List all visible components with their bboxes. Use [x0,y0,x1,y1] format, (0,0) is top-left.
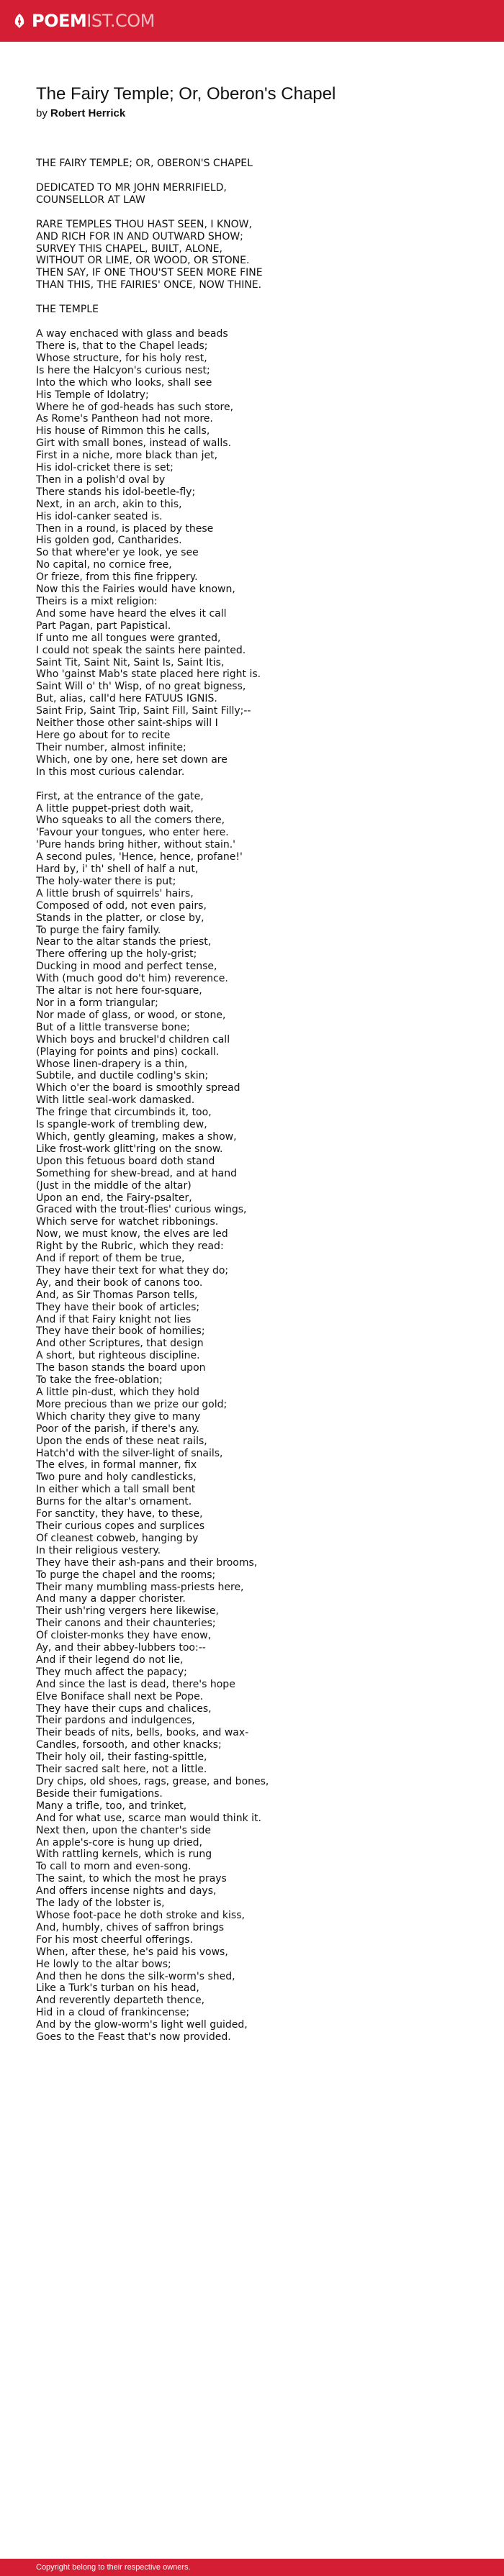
site-name-light: IST.COM [86,11,155,31]
poem-line: Who 'gainst Mab's state placed here right is. [36,668,261,681]
poem-line: Nor made of glass, or wood, or stone, [36,1009,226,1021]
poem-line: Which boys and bruckel'd children call [36,1033,230,1046]
poem-line: To take the free-oblation; [36,1374,163,1387]
poem-line: Their holy oil, their fasting-spittle, [36,1751,207,1764]
poem-line: The elves, in formal manner, fix [36,1459,197,1471]
poem-line: To purge the chapel and the rooms; [36,1569,216,1581]
poem-line: WITHOUT OR LIME, OR WOOD, OR STONE. [36,255,250,267]
poem-line: SURVEY THIS CHAPEL, BUILT, ALONE, [36,242,222,255]
poem-line: Dry chips, old shoes, rags, grease, and bones, [36,1776,269,1787]
poem-line: 'Favour your tongues, who enter here. [36,827,229,839]
poem-line: Now, we must know, the elves are led [36,1228,228,1241]
poem-line: Saint Will o' th' Wisp, of no great bigness, [36,681,246,693]
poem-line: A little puppet-priest doth wait, [36,802,194,815]
poem-line: He lowly to the altar bows; [36,1958,171,1970]
poem-line: First, at the entrance of the gate, [36,790,204,802]
poem-line: But of a little transverse bone; [36,1021,190,1033]
poem-line: THE TEMPLE [36,304,99,316]
poem-line: They have their text for what they do; [36,1264,229,1276]
poem-line: And, humbly, chives of saffron brings [36,1921,225,1933]
site-name [32,10,155,32]
poem-line: His golden god, Cantharides. [36,535,182,547]
poem-line: Beside their fumigations. [36,1787,163,1800]
poem-line: They have their book of articles; [36,1301,200,1313]
poem-line: The altar is not here four-square, [36,985,202,997]
poem-line: To call to morn and even-song. [36,1861,192,1873]
poem-line: They have their book of homilies; [36,1325,205,1338]
poem-line: Nor in a form triangular; [36,997,158,1009]
poem-line: Hard by, i' th' shell of half a nut, [36,863,199,876]
poem-line: Their curious copes and surplices [36,1520,205,1532]
poem-line: Ducking in mood and perfect tense, [36,961,217,973]
poem-line: They much affect the papacy; [36,1666,187,1678]
poem-line: Many a trifle, too, and trinket, [36,1800,187,1812]
poem-line: Right by the Rubric, which they read: [36,1241,224,1253]
poem-line: Elve Boniface shall next be Pope. [36,1690,204,1702]
poem-line: Then in a polish'd oval by [36,473,166,486]
poem-line: Where he of god-heads has such store, [36,401,234,413]
poem-line: Goes to the Feast that's now provided. [36,2031,231,2044]
poem-line: In either which a tall small bent [36,1484,196,1496]
poem-line: A little pin-dust, which they hold [36,1387,200,1398]
poem-line: (Playing for points and pins) cockall. [36,1046,220,1058]
poem-line: And if their legend do not lie, [36,1654,184,1666]
poem-line: A second pules, 'Hence, hence, profane!' [36,851,243,863]
poem-line: As Rome's Pantheon had not more. [36,413,213,425]
poem-line: And if that Fairy knight not lies [36,1313,192,1325]
poem-line: Is here the Halcyon's curious nest; [36,364,210,376]
poem-line: Their canons and their chaunteries; [36,1618,216,1630]
poem-line: Like a Turk's turban on his head, [36,1982,199,1995]
poem-line: Ay, and their abbey-lubbers too:-- [36,1642,206,1654]
poem-line: Here go about for to recite [36,729,171,741]
poem-line: Like frost-work glitt'ring on the snow. [36,1143,223,1155]
poem-line: Theirs is a mixt religion: [36,596,158,607]
poem-line: First in a niche, more black than jet, [36,450,218,462]
poem-line: And if report of them be true, [36,1253,185,1265]
poem-line: Saint Frip, Saint Trip, Saint Fill, Saint Filly;-- [36,705,251,717]
poem-line: They have their cups and chalices, [36,1702,212,1715]
poem-line: More precious than we prize our gold; [36,1398,228,1410]
poem-line: THEN SAY, IF ONE THOU'ST SEEN MORE FINE [36,267,263,279]
site-header [0,0,504,42]
poem-line: A short, but righteous discipline. [36,1350,200,1362]
poem-line: There stands his idol-beetle-fly; [36,486,196,498]
poem-line: Hatch'd with the silver-light of snails, [36,1447,223,1459]
poem-line: Near to the altar stands the priest, [36,936,212,948]
poem-line: Which o'er the board is smoothly spread [36,1082,240,1094]
poem-line: Candles, forsooth, and other knacks; [36,1739,222,1751]
poem-line: And offers incense nights and days, [36,1885,217,1897]
poem-line: And for what use, scarce man would think it. [36,1812,261,1824]
stanza [36,328,468,779]
poem-line: With rattling kernels, which is rung [36,1849,212,1861]
poem-line: Which serve for watchet ribbonings. [36,1216,219,1228]
poem-line: THAN THIS, THE FAIRIES' ONCE, NOW THINE. [36,279,262,291]
poem-line: And by the glow-worm's light well guided, [36,2019,248,2031]
poem-line: Their pardons and indulgences, [36,1715,195,1727]
poem-line: Burns for the altar's ornament. [36,1496,192,1508]
poem-line: The fringe that circumbinds it, too, [36,1107,212,1119]
poem-line: Their many mumbling mass-priests here, [36,1581,244,1593]
poem-line: And many a dapper chorister. [36,1593,186,1605]
poem-line: Their beads of nits, bells, books, and wax- [36,1727,249,1739]
poem-line: Upon the ends of these neat rails, [36,1435,207,1447]
poem-line: Their ush'ring vergers here likewise, [36,1605,219,1618]
stanza [36,158,468,170]
poem-line: Whose linen-drapery is a thin, [36,1058,188,1070]
poem-line: Now this the Fairies would have known, [36,584,235,596]
poem-line: Which charity they give to many [36,1410,201,1423]
poem-line: An apple's-core is hung up dried, [36,1836,203,1849]
poem-line: In this most curious calendar. [36,766,185,778]
poem-line: There is, that to the Chapel leads; [36,340,208,352]
poem-line: Whose foot-pace he doth stroke and kiss, [36,1909,245,1921]
poem-line: With (much good do't him) reverence. [36,973,228,985]
poem-line: DEDICATED TO MR JOHN MERRIFIELD, [36,181,227,194]
poem-line: And, as Sir Thomas Parson tells, [36,1289,198,1301]
author-link[interactable]: Robert Herrick [50,107,126,119]
site-name-strong: POEM [32,11,87,31]
poem-line: Poor of the parish, if there's any. [36,1423,199,1435]
poem-line: The saint, to which the most he prays [36,1873,227,1885]
poem-line: Then in a round, is placed by these [36,522,214,535]
poem-line: The lady of the lobster is, [36,1897,165,1910]
poem-line: Their number, almost infinite; [36,741,186,753]
poem-line: His house of Rimmon this he calls, [36,425,210,437]
poem-line: In their religious vestery. [36,1544,161,1556]
poem-line: Of cloister-monks they have enow, [36,1630,212,1642]
poem-line: RARE TEMPLES THOU HAST SEEN, I KNOW, [36,218,252,230]
by-label: by [36,107,48,119]
stanza [36,219,468,291]
poem-line: His idol-cricket there is set; [36,462,174,474]
poem-line: His idol-canker seated is. [36,510,163,522]
poem-line: And then he dons the silk-worm's shed, [36,1970,235,1982]
site-logo-link[interactable] [12,10,155,32]
poem-line: Part Pagan, part Papistical. [36,620,171,632]
poem-line: Whose structure, for his holy rest, [36,352,207,364]
poem-line: Next, in an arch, akin to this, [36,498,182,510]
poem-line: For sanctity, they have, to these, [36,1508,203,1520]
poem-line: And other Scriptures, that design [36,1338,204,1350]
poem-line: Or frieze, from this fine frippery. [36,571,198,584]
poem-line: No capital, no cornice free, [36,559,172,571]
poem-line: (Just in the middle of the altar) [36,1179,192,1192]
poem-line: Is spangle-work of trembling dew, [36,1119,207,1131]
poem-line: The bason stands the board upon [36,1362,206,1374]
poem-line: With little seal-work damasked. [36,1094,195,1107]
poem-line: Something for shew-bread, and at hand [36,1167,237,1179]
poem-line: A little brush of squirrels' hairs, [36,887,194,899]
poem-line: When, after these, he's paid his vows, [36,1946,228,1958]
poem-line: Ay, and their book of canons too. [36,1276,203,1289]
poem-line: 'Pure hands bring hither, without stain.' [36,839,236,851]
poem-line: Which, one by one, here set down are [36,753,228,766]
copyright-text: Copyright belong to their respective owners. [36,2563,191,2572]
poem-body [36,158,468,2056]
poem-line: Upon an end, the Fairy-psalter, [36,1192,192,1204]
poem-line: They have their ash-pans and their brooms, [36,1556,258,1569]
poem-line: The holy-water there is put; [36,875,176,887]
poem-line: Of cleanest cobweb, hanging by [36,1532,199,1544]
poem-line: Who squeaks to all the comers there, [36,815,225,827]
byline [36,106,468,121]
poem-line: COUNSELLOR AT LAW [36,194,145,206]
poem-line: And since the last is dead, there's hope [36,1678,235,1690]
poem-line: THE FAIRY TEMPLE; OR, OBERON'S CHAPEL [36,158,253,169]
poem-line: Which, gently gleaming, makes a show, [36,1130,237,1143]
poem-line: Upon this fetuous board doth stand [36,1155,215,1167]
poem-line: For his most cheerful offerings. [36,1933,193,1946]
poem-line: Stands in the platter, or close by, [36,912,204,924]
poem-line: Hid in a cloud of frankincense; [36,2007,190,2019]
poem-line: Neither those other saint-ships will I [36,717,218,730]
stanza [36,304,468,316]
poem-line: Into the which who looks, shall see [36,376,212,389]
poem-line: Next then, upon the chanter's side [36,1824,212,1836]
stanza [36,182,468,207]
poem-line: To purge the fairy family. [36,924,161,936]
poem-line: A way enchaced with glass and beads [36,328,228,340]
poem-line: AND RICH FOR IN AND OUTWARD SHOW; [36,230,243,242]
poem-line: So that where'er ye look, ye see [36,547,199,559]
poem-line: But, alias, call'd here FATUUS IGNIS. [36,693,217,705]
poem-line: If unto me all tongues were granted, [36,632,221,644]
poem-line: Subtile, and ductile codling's skin; [36,1070,209,1082]
poem-line: Graced with the trout-flies' curious wings, [36,1204,247,1216]
poem-line: Girt with small bones, instead of walls. [36,437,232,450]
poem-line: And some have heard the elves it call [36,607,227,620]
poem-line: I could not speak the saints here painted. [36,644,246,656]
stanza [36,791,468,2044]
poem-line: Their sacred salt here, not a little. [36,1764,207,1776]
poem-line: Two pure and holy candlesticks, [36,1471,197,1484]
poemist-logo-icon [12,13,27,29]
poem-line: His Temple of Idolatry; [36,389,149,401]
poem-line: There offering up the holy-grist; [36,948,197,961]
poem-title: The Fairy Temple; Or, Oberon's Chapel [36,84,336,104]
poem-line: Composed of odd, not even pairs, [36,899,207,912]
site-footer [0,2559,504,2576]
poem-line: And reverently departeth thence, [36,1995,205,2007]
poem-line: Saint Tit, Saint Nit, Saint Is, Saint Itis, [36,656,225,668]
